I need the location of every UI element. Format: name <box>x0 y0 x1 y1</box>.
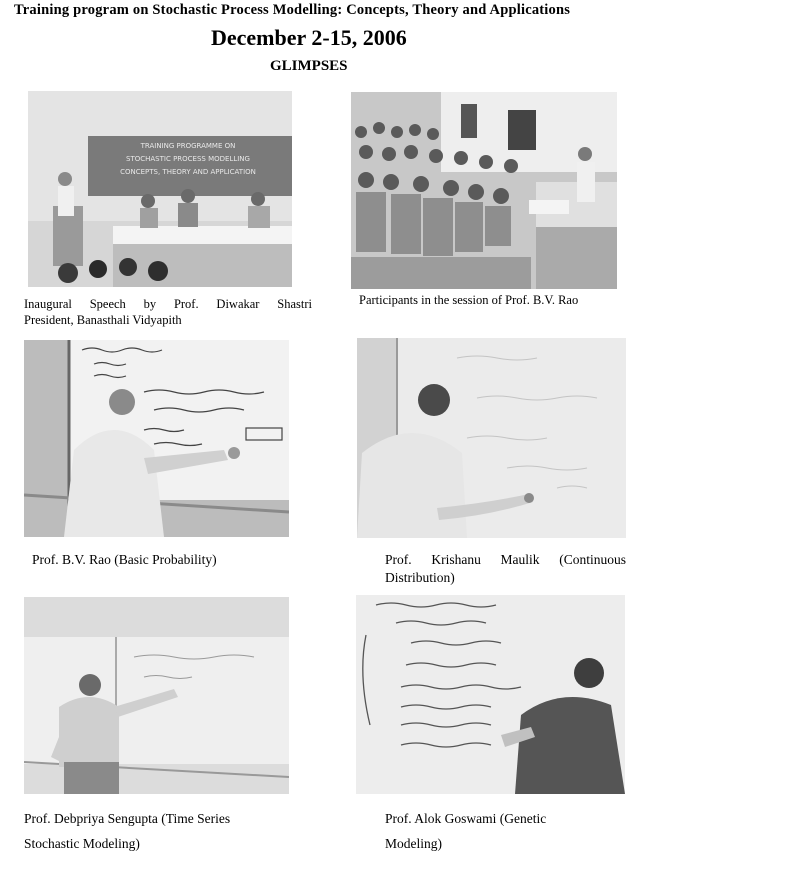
photo-debpriya-sengupta <box>24 597 289 794</box>
event-dates: December 2-15, 2006 <box>211 25 407 50</box>
caption-photo-5 <box>24 806 294 856</box>
photo-krishanu-maulik <box>357 338 626 538</box>
caption-photo-1 <box>24 296 312 328</box>
caption-line: Prof. Debpriya Sengupta (Time Series <box>24 811 231 826</box>
caption-line: Participants in the session of Prof. B.V. Rao <box>359 293 579 307</box>
caption-line: Inaugural Speech by Prof. Diwakar Shastri <box>24 297 312 311</box>
caption-photo-6 <box>385 806 625 856</box>
caption-line: Prof. Alok Goswami (Genetic <box>385 811 547 826</box>
caption-line: Stochastic Modeling) <box>24 836 140 851</box>
caption-photo-2 <box>359 292 619 308</box>
caption-photo-3 <box>32 551 292 569</box>
caption-line: Modeling) <box>385 836 442 851</box>
caption-line: President, Banasthali Vidyapith <box>24 313 182 327</box>
photo-alok-goswami <box>356 595 625 794</box>
banner-line-3: CONCEPTS, THEORY AND APPLICATION <box>120 168 256 176</box>
banner-line-2: STOCHASTIC PROCESS MODELLING <box>126 155 250 163</box>
caption-line: Prof. B.V. Rao (Basic Probability) <box>32 552 217 567</box>
photo-participants <box>351 92 617 289</box>
photo-inaugural-speech <box>28 91 292 287</box>
page-title: Training program on Stochastic Process Modelling: Concepts, Theory and Applications <box>14 2 571 18</box>
caption-photo-4 <box>385 551 626 587</box>
caption-line: Distribution) <box>385 570 455 585</box>
photo-bv-rao <box>24 340 289 537</box>
caption-line: Prof. Krishanu Maulik (Continuous <box>385 552 626 567</box>
section-heading: GLIMPSES <box>270 58 348 74</box>
banner-line-1: TRAINING PROGRAMME ON <box>140 142 236 150</box>
